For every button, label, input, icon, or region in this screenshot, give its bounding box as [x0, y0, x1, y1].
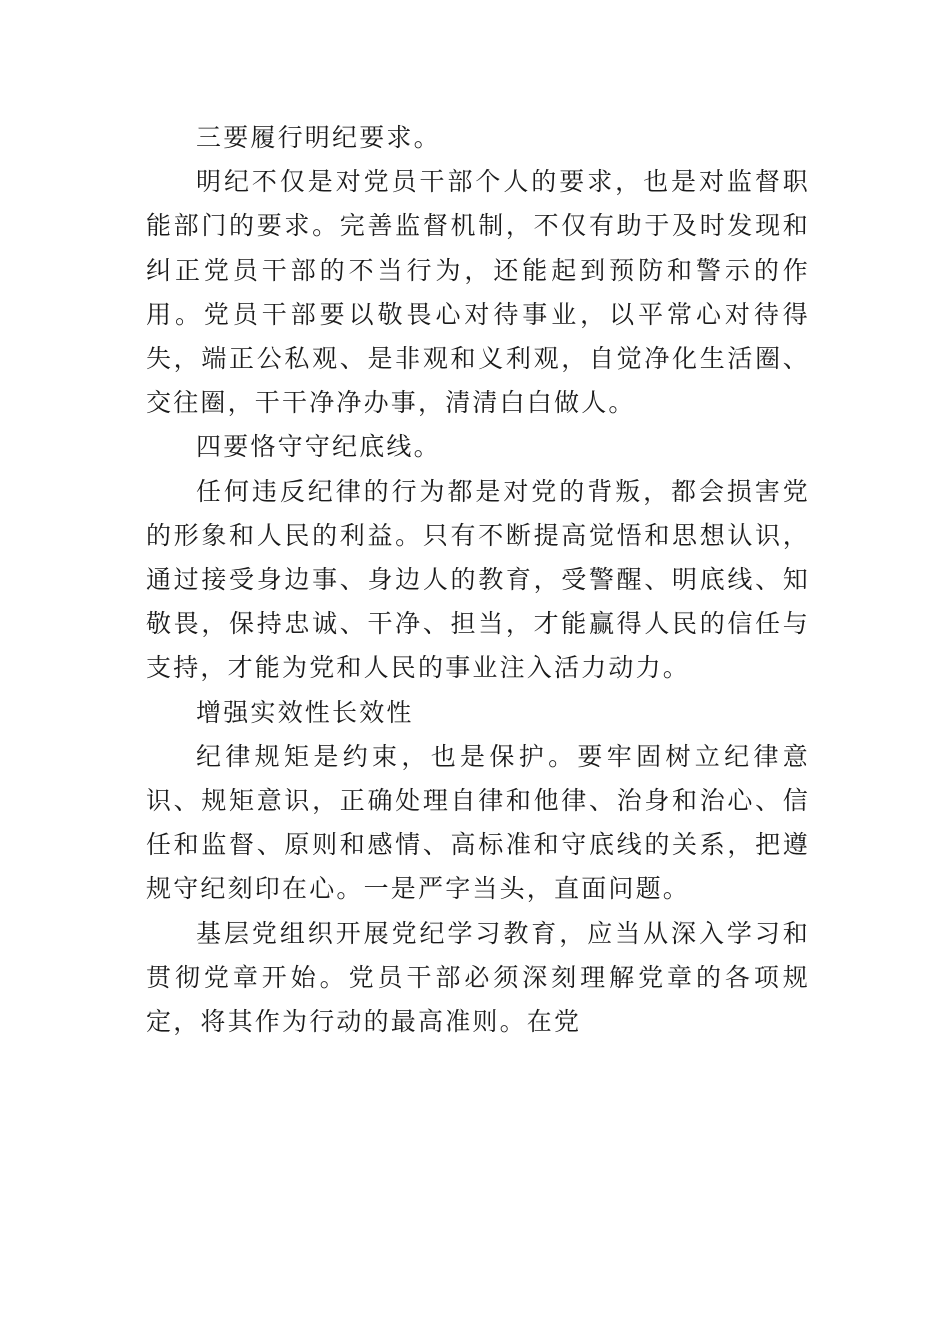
section-heading-four: 四要恪守守纪底线。 [196, 432, 441, 462]
paragraph-weifan-jilv: 任何违反纪律的行为都是对党的背叛，都会损害党的形象和人民的利益。只有不断提高觉悟和思想认识，通过接受身边事、身边人的教育，受警醒、明底线、知敬畏，保持忠诚、干净、担当，才能赢得人民的信任与支持，才能为党和人民的事业注入活力动力。 [146, 476, 810, 683]
paragraph-jiceng-dangzuzhi: 基层党组织开展党纪学习教育，应当从深入学习和贯彻党章开始。党员干部必须深刻理解党章的各项规定，将其作为行动的最高准则。在党 [146, 918, 810, 1037]
paragraph-jilv-guiju: 纪律规矩是约束，也是保护。要牢固树立纪律意识、规矩意识，正确处理自律和他律、治身和治心、信任和监督、原则和感情、高标准和守底线的关系，把遵规守纪刻印在心。一是严字当头，直面问题。 [146, 741, 810, 904]
section-heading-three: 三要履行明纪要求。 [196, 123, 441, 152]
document-body [146, 116, 810, 1044]
section-heading-shixiao: 增强实效性长效性 [196, 697, 414, 727]
paragraph-mingji: 明纪不仅是对党员干部个人的要求，也是对监督职能部门的要求。完善监督机制，不仅有助于及时发现和纠正党员干部的不当行为，还能起到预防和警示的作用。党员干部要以敬畏心对待事业，以平常心对待得失，端正公私观、是非观和义利观，自觉净化生活圈、交往圈，干干净净办事，清清白白做人。 [146, 167, 810, 418]
